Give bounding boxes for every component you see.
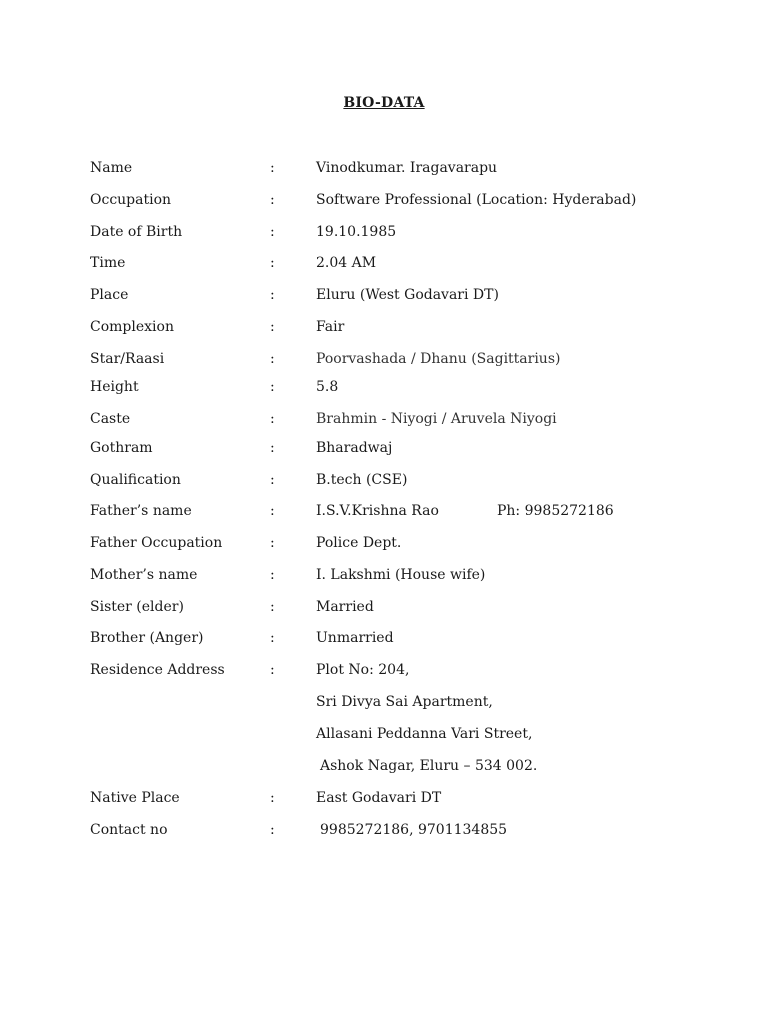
field-row-name (0, 158, 768, 178)
field-colon: : (270, 599, 275, 615)
field-row-brother (0, 628, 768, 648)
field-colon: : (270, 662, 275, 678)
father-phone: Ph: 9985272186 (497, 503, 614, 519)
field-value: B.tech (CSE) (316, 472, 408, 488)
field-value: Unmarried (316, 630, 394, 646)
field-value: Eluru (West Godavari DT) (316, 287, 499, 303)
field-label: Sister (elder) (90, 599, 184, 615)
field-label: Qualification (90, 472, 181, 488)
field-row-date-of-birth (0, 222, 768, 242)
field-value: Bharadwaj (316, 440, 393, 456)
field-row-residence-address (0, 660, 768, 680)
field-row-star-raasi (0, 349, 768, 369)
field-label: Complexion (90, 319, 174, 335)
field-row-native-place (0, 788, 768, 808)
field-row-height (0, 377, 768, 397)
field-label: Star/Raasi (90, 351, 165, 367)
field-colon: : (270, 411, 275, 427)
field-label: Date of Birth (90, 224, 183, 240)
field-colon: : (270, 790, 275, 806)
field-label: Time (90, 255, 126, 271)
field-value: Brahmin - Niyogi / Aruvela Niyogi (316, 411, 557, 427)
field-colon: : (270, 630, 275, 646)
field-value: 5.8 (316, 379, 339, 395)
field-colon: : (270, 224, 275, 240)
field-label: Brother (Anger) (90, 630, 204, 646)
field-label: Residence Address (90, 662, 225, 678)
field-colon: : (270, 567, 275, 583)
field-value: Software Professional (Location: Hyderabad) (316, 192, 637, 208)
field-value: Married (316, 599, 374, 615)
field-value: I. Lakshmi (House wife) (316, 567, 486, 583)
field-label: Contact no (90, 822, 168, 838)
field-label: Occupation (90, 192, 172, 208)
field-label: Height (90, 379, 139, 395)
field-colon: : (270, 255, 275, 271)
field-row-father-occupation (0, 533, 768, 553)
address-line (0, 724, 768, 744)
field-row-caste (0, 409, 768, 429)
address-line-text: Sri Divya Sai Apartment, (316, 694, 493, 710)
field-label: Father Occupation (90, 535, 223, 551)
field-value: East Godavari DT (316, 790, 442, 806)
field-colon: : (270, 535, 275, 551)
field-row-fathers-name (0, 501, 768, 521)
field-row-mothers-name (0, 565, 768, 585)
field-value: 9985272186, 9701134855 (320, 822, 508, 838)
address-line (0, 756, 768, 776)
field-colon: : (270, 319, 275, 335)
address-line-text: Allasani Peddanna Vari Street, (316, 726, 533, 742)
field-label: Native Place (90, 790, 180, 806)
field-row-qualification (0, 470, 768, 490)
page-title: BIO-DATA (343, 95, 425, 111)
field-value: 19.10.1985 (316, 224, 397, 240)
field-colon: : (270, 192, 275, 208)
field-value: Vinodkumar. Iragavarapu (316, 160, 498, 176)
field-colon: : (270, 351, 275, 367)
field-value: Plot No: 204, (316, 662, 410, 678)
field-colon: : (270, 822, 275, 838)
address-line (0, 692, 768, 712)
field-label: Place (90, 287, 129, 303)
field-label: Caste (90, 411, 131, 427)
field-colon: : (270, 472, 275, 488)
field-label: Father’s name (90, 503, 192, 519)
field-colon: : (270, 287, 275, 303)
field-colon: : (270, 503, 275, 519)
field-label: Name (90, 160, 133, 176)
field-colon: : (270, 160, 275, 176)
field-row-time (0, 253, 768, 273)
field-value: 2.04 AM (316, 255, 377, 271)
field-row-sister (0, 597, 768, 617)
field-value: Police Dept. (316, 535, 402, 551)
field-colon: : (270, 379, 275, 395)
field-colon: : (270, 440, 275, 456)
field-row-occupation (0, 190, 768, 210)
field-value: Poorvashada / Dhanu (Sagittarius) (316, 351, 561, 367)
field-value: Fair (316, 319, 345, 335)
field-label: Mother’s name (90, 567, 198, 583)
field-row-gothram (0, 438, 768, 458)
field-row-complexion (0, 317, 768, 337)
address-line-text: Ashok Nagar, Eluru – 534 002. (320, 758, 538, 774)
field-row-contact-no (0, 820, 768, 840)
field-label: Gothram (90, 440, 153, 456)
field-value: I.S.V.Krishna Rao (316, 503, 439, 519)
field-row-place (0, 285, 768, 305)
